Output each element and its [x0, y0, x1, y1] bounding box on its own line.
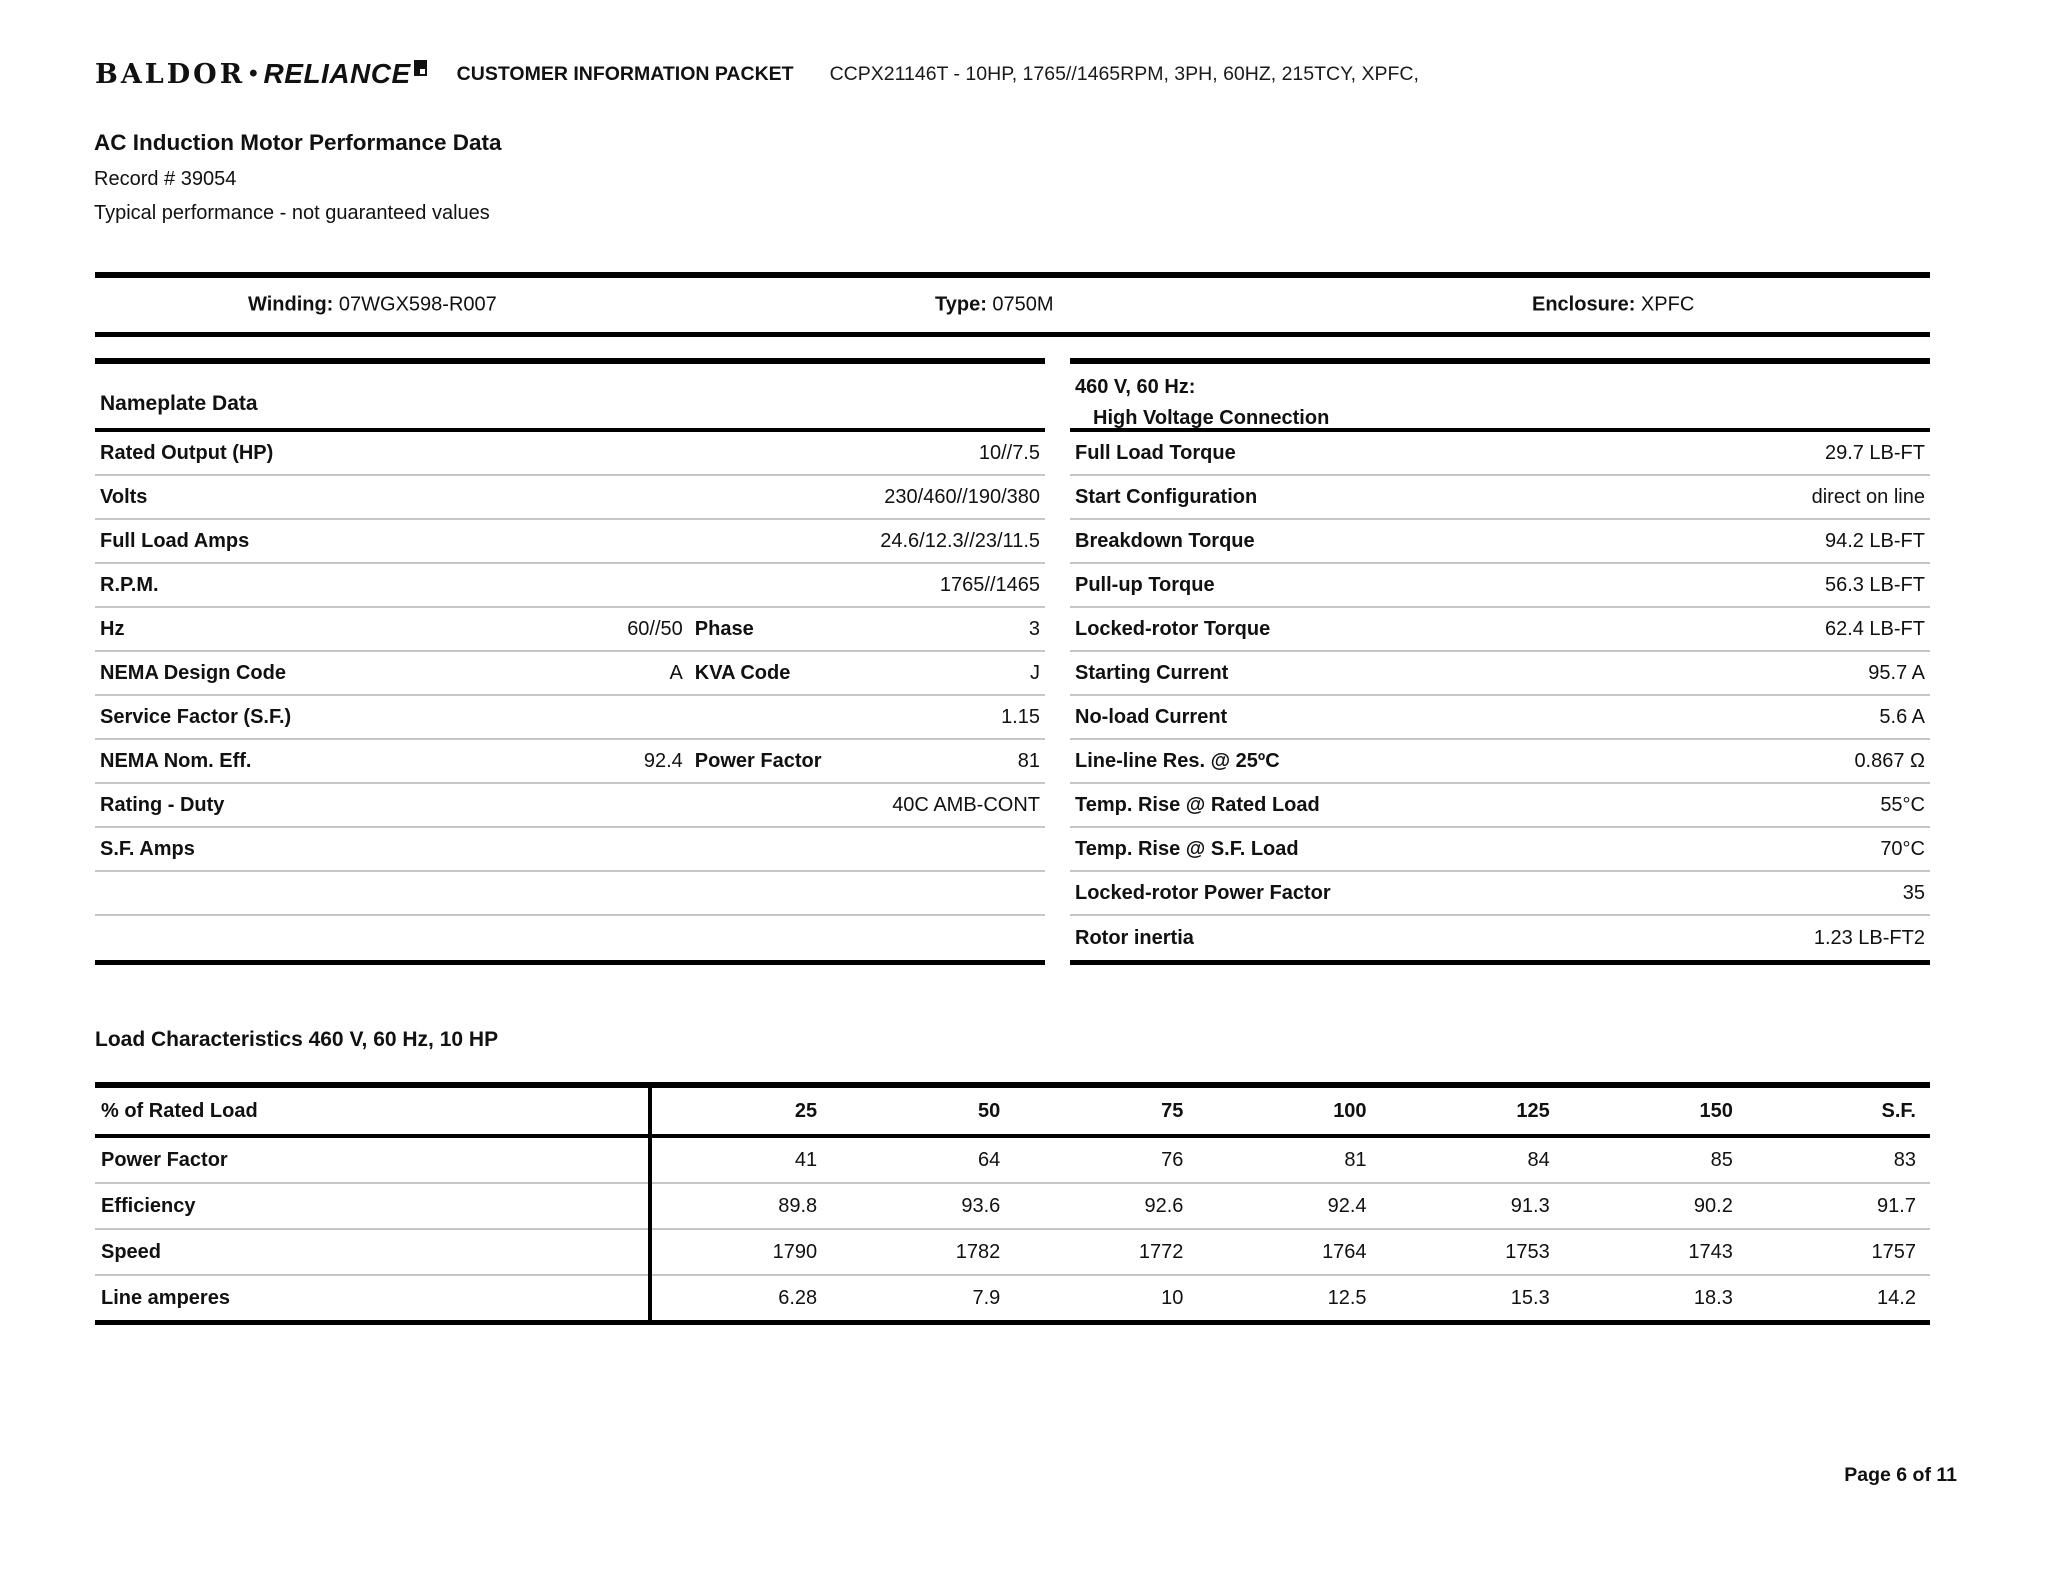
cell-value: 7.9 — [972, 1286, 1001, 1309]
load-table-header-row — [95, 1088, 1930, 1138]
table-row — [1070, 564, 1930, 608]
table-row — [95, 1184, 1930, 1230]
row-value: 24.6/12.3//23/11.5 — [880, 529, 1040, 552]
table-row — [95, 828, 1045, 872]
row-label: Power Factor — [101, 1148, 228, 1171]
connection-header — [1070, 358, 1930, 432]
cell-value: 1743 — [1688, 1240, 1733, 1263]
cell-value: 76 — [1161, 1148, 1184, 1171]
table-row — [1070, 784, 1930, 828]
column-header: 150 — [1699, 1099, 1733, 1122]
enclosure-pair — [1532, 294, 1694, 317]
row-label: R.P.M. — [100, 573, 159, 596]
row-label: Temp. Rise @ Rated Load — [1075, 793, 1320, 816]
table-row — [95, 608, 1045, 652]
cell-value: 91.7 — [1877, 1194, 1916, 1217]
row-label: Starting Current — [1075, 661, 1229, 684]
row-value: 1.15 — [1001, 705, 1040, 728]
winding-pair — [248, 294, 497, 317]
row-label: NEMA Design Code — [100, 661, 286, 684]
type-pair — [935, 294, 1054, 317]
table-row-empty — [95, 916, 1045, 960]
cell-value: 41 — [794, 1148, 818, 1171]
row-value: 95.7 A — [1868, 661, 1925, 684]
column-header: S.F. — [1881, 1099, 1916, 1122]
type-label: Type: — [935, 293, 987, 316]
type-value: 0750M — [992, 293, 1054, 316]
cell-value: 91.3 — [1510, 1194, 1550, 1217]
table-row — [1070, 608, 1930, 652]
record-number: Record # 39054 — [94, 168, 237, 190]
row-label: Line amperes — [101, 1286, 230, 1309]
load-characteristics-section — [95, 1028, 1930, 1325]
load-characteristics-table — [95, 1082, 1930, 1325]
row-value: 1765//1465 — [939, 573, 1040, 596]
cell-value: 1782 — [955, 1240, 1001, 1263]
row-label: Locked-rotor Torque — [1075, 617, 1271, 640]
table-row — [1070, 696, 1930, 740]
cell-value: 1753 — [1505, 1240, 1550, 1263]
table-row — [95, 1276, 1930, 1320]
row-value: 70°C — [1880, 837, 1925, 860]
row-label: Line-line Res. @ 25ºC — [1075, 749, 1280, 772]
cell-value: 1790 — [772, 1240, 818, 1263]
row-label: Full Load Torque — [1075, 441, 1236, 464]
table-row-empty — [95, 872, 1045, 916]
connection-table — [1070, 358, 1930, 965]
table-row — [1070, 652, 1930, 696]
row-label: NEMA Nom. Eff. — [100, 749, 252, 772]
column-header: 125 — [1516, 1099, 1550, 1122]
column-header: 75 — [1161, 1099, 1184, 1122]
row-value: 10//7.5 — [978, 441, 1040, 464]
row-value: 5.6 A — [1879, 705, 1925, 728]
row-label: Locked-rotor Power Factor — [1075, 881, 1331, 904]
row-label: No-load Current — [1075, 705, 1228, 728]
cell-value: 89.8 — [778, 1194, 818, 1217]
table-row — [1070, 872, 1930, 916]
table-row — [95, 784, 1045, 828]
row-value: 35 — [1902, 881, 1925, 904]
nameplate-header — [95, 358, 1045, 432]
row-label: Hz — [100, 617, 125, 640]
cell-value: 1772 — [1138, 1240, 1184, 1263]
nameplate-title: Nameplate Data — [100, 392, 258, 415]
row-value: 62.4 LB-FT — [1824, 617, 1925, 640]
row-value: 1.23 LB-FT2 — [1813, 926, 1925, 949]
table-row — [95, 476, 1045, 520]
connection-title-line2: High Voltage Connection — [1093, 407, 1330, 429]
document-title: AC Induction Motor Performance Data — [94, 130, 502, 155]
cell-value: 6.28 — [778, 1286, 818, 1309]
row-value: 3 — [1028, 617, 1040, 640]
table-row — [95, 1230, 1930, 1276]
cell-value: 92.4 — [1327, 1194, 1367, 1217]
cell-value: 93.6 — [961, 1194, 1001, 1217]
column-header: 50 — [978, 1099, 1001, 1122]
table-row — [1070, 432, 1930, 476]
table-row — [95, 652, 1045, 696]
table-row — [95, 564, 1045, 608]
row-value: 230/460//190/380 — [884, 485, 1040, 508]
registered-mark-icon — [414, 60, 427, 76]
enclosure-value: XPFC — [1640, 293, 1695, 316]
cell-value: 1757 — [1871, 1240, 1916, 1263]
row-label: Speed — [101, 1240, 162, 1263]
load-characteristics-title: Load Characteristics 460 V, 60 Hz, 10 HP — [95, 1028, 499, 1051]
cell-value: 1764 — [1322, 1240, 1367, 1263]
baldor-reliance-logo — [95, 58, 427, 90]
cell-value: 15.3 — [1510, 1286, 1550, 1309]
cell-value: 92.6 — [1144, 1194, 1184, 1217]
cell-value: 90.2 — [1693, 1194, 1733, 1217]
enclosure-label: Enclosure: — [1532, 293, 1636, 316]
row-value: A — [669, 661, 683, 684]
row-value: 55°C — [1880, 793, 1925, 816]
row-value: 94.2 LB-FT — [1824, 529, 1925, 552]
cell-value: 85 — [1710, 1148, 1733, 1171]
row-label: Efficiency — [101, 1194, 196, 1217]
row-value: 56.3 LB-FT — [1824, 573, 1925, 596]
table-row — [1070, 828, 1930, 872]
row-label: Full Load Amps — [100, 529, 250, 552]
row-label: Rated Output (HP) — [100, 441, 274, 464]
table-row — [95, 740, 1045, 784]
row-label: Pull-up Torque — [1075, 573, 1215, 596]
row-label: Service Factor (S.F.) — [100, 705, 292, 728]
row-value: 60//50 — [627, 617, 683, 640]
page-header — [95, 58, 1419, 90]
winding-bar — [95, 272, 1930, 337]
column-header: % of Rated Load — [101, 1099, 258, 1122]
nameplate-table — [95, 358, 1045, 965]
cell-value: 84 — [1527, 1148, 1550, 1171]
row-label: Volts — [100, 485, 148, 508]
row-value: 92.4 — [643, 749, 683, 772]
row-value: 29.7 LB-FT — [1824, 441, 1925, 464]
motor-model-line: CCPX21146T - 10HP, 1765//1465RPM, 3PH, 60HZ, 215TCY, XPFC, — [829, 62, 1419, 85]
row-label: Start Configuration — [1075, 485, 1258, 508]
connection-title-line1: 460 V, 60 Hz: — [1075, 376, 1196, 398]
table-row — [1070, 520, 1930, 564]
cell-value: 64 — [978, 1148, 1001, 1171]
row-label: Phase — [694, 617, 754, 640]
table-row — [1070, 916, 1930, 960]
row-value: J — [1030, 661, 1040, 684]
table-row — [1070, 476, 1930, 520]
page-number: Page 6 of 11 — [1844, 1464, 1957, 1486]
cell-value: 10 — [1161, 1286, 1184, 1309]
data-tables — [95, 358, 1930, 965]
row-label: Rating - Duty — [100, 793, 225, 816]
row-label: Temp. Rise @ S.F. Load — [1075, 837, 1299, 860]
logo-dot-separator: • — [249, 60, 258, 87]
table-row — [95, 696, 1045, 740]
table-row — [95, 520, 1045, 564]
row-label: KVA Code — [694, 661, 791, 684]
row-label: Breakdown Torque — [1075, 529, 1255, 552]
row-label: Power Factor — [694, 749, 822, 772]
logo-reliance-text: RELIANCE — [263, 58, 411, 89]
title-block — [94, 130, 502, 236]
winding-label: Winding: — [248, 293, 334, 316]
row-value: direct on line — [1811, 485, 1925, 508]
packet-title: CUSTOMER INFORMATION PACKET — [456, 62, 794, 85]
row-label: Rotor inertia — [1075, 926, 1194, 949]
table-row — [1070, 740, 1930, 784]
logo-baldor-text: BALDOR — [95, 58, 246, 90]
performance-note: Typical performance - not guaranteed values — [94, 202, 490, 224]
table-row — [95, 1138, 1930, 1184]
table-vertical-divider — [648, 1088, 652, 1320]
column-header: 100 — [1333, 1099, 1367, 1122]
cell-value: 18.3 — [1693, 1286, 1733, 1309]
column-header: 25 — [794, 1099, 818, 1122]
table-row — [95, 432, 1045, 476]
row-value: 0.867 Ω — [1854, 749, 1925, 772]
row-value: 40C AMB-CONT — [892, 793, 1040, 816]
cell-value: 12.5 — [1327, 1286, 1367, 1309]
winding-value: 07WGX598-R007 — [338, 293, 497, 316]
cell-value: 14.2 — [1877, 1286, 1916, 1309]
cell-value: 81 — [1344, 1148, 1367, 1171]
cell-value: 83 — [1893, 1148, 1916, 1171]
row-label: S.F. Amps — [100, 837, 195, 860]
row-value: 81 — [1017, 749, 1040, 772]
